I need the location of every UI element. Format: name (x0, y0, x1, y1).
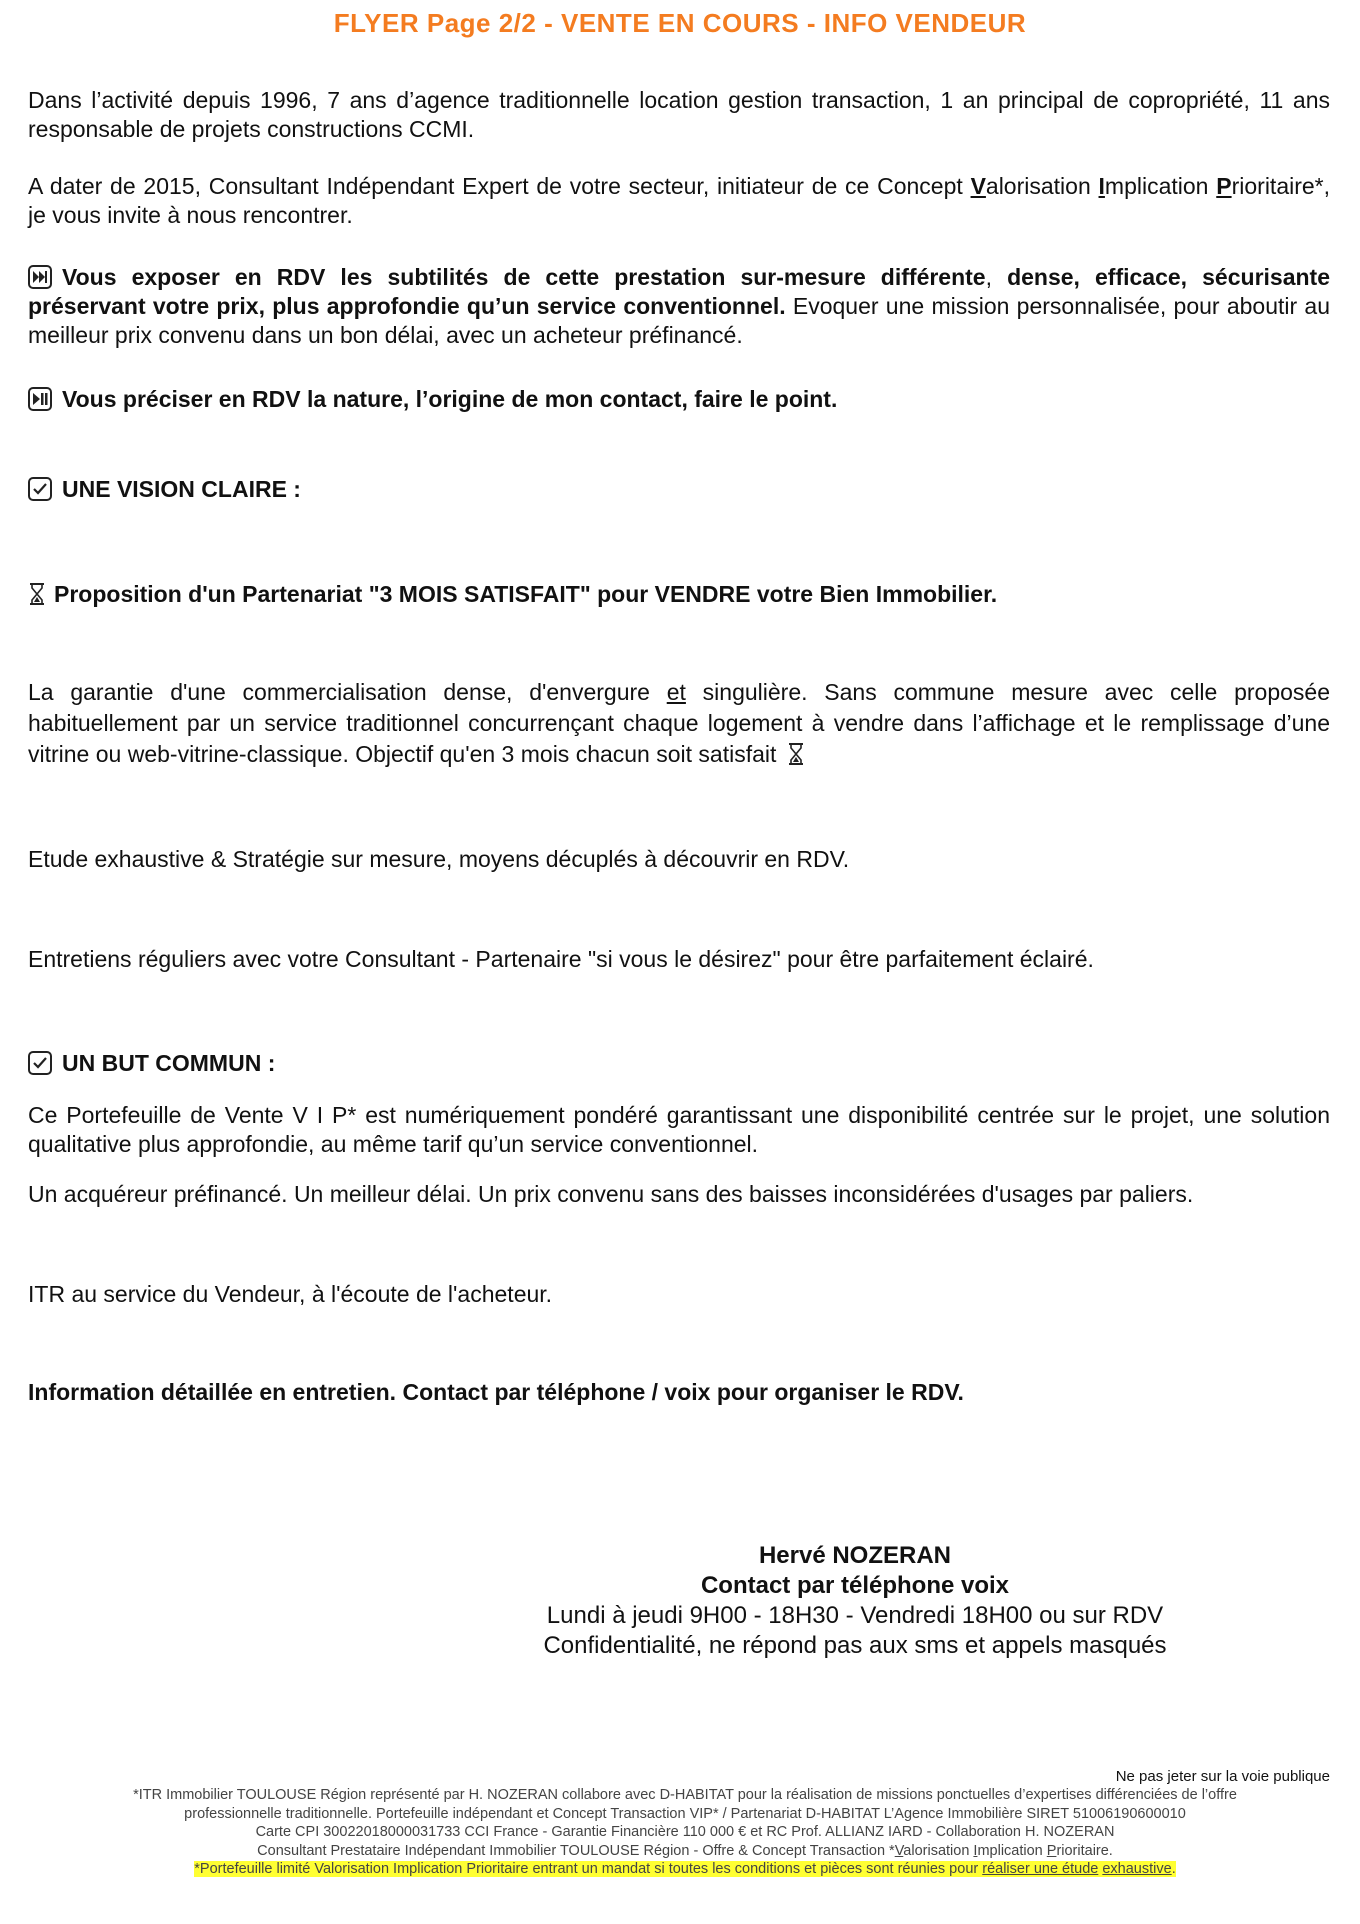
footer-highlight-line: *Portefeuille limité Valorisation Implication Prioritaire entrant un mandat si toutes les conditions et pièces sont réunies pour réaliser une étude exhaustive. (194, 1861, 1176, 1877)
footer-line: professionnelle traditionnelle. Portefeuille indépendant et Concept Transaction VIP* / Partenariat D-HABITAT L’Agence Immobilière SIRET 51006190600010 (184, 1805, 1186, 1822)
garantie-paragraph: La garantie d'une commercialisation dense, d'envergure et singulière. Sans commune mesure avec celle proposée habituellement par un service traditionnel concurrençant chaque logement à vendre dans l’affichage et le remplissage d’une vitrine ou web-vitrine-classique. Objectif qu'en 3 mois chacun soit satisfait (28, 679, 1330, 767)
bullet-exposer: Vous exposer en RDV les subtilités de cette prestation sur-mesure différente, dense, efficace, sécurisante préservant votre prix, plus approfondie qu’un service conventionnel. Evoquer une mission personnalisée, pour aboutir au meilleur prix convenu dans un bon délai, avec un acheteur préfinancé. (28, 264, 1330, 348)
fast-forward-icon (28, 265, 52, 289)
checkbox-checked-icon (28, 477, 52, 501)
entretiens-line: Entretiens réguliers avec votre Consultant - Partenaire "si vous le désirez" pour être parfaitement éclairé. (28, 946, 1094, 972)
info-line: Information détaillée en entretien. Contact par téléphone / voix pour organiser le RDV. (28, 1379, 964, 1405)
signature-block (515, 1541, 1195, 1661)
footer-line: Consultant Prestataire Indépendant Immobilier TOULOUSE Région - Offre & Concept Transaction *Valorisation Implication Prioritaire. (257, 1842, 1113, 1859)
portefeuille-paragraph: Ce Portefeuille de Vente V I P* est numériquement pondéré garantissant une disponibilité centrée sur le projet, une solution qualitative plus approfondie, au même tarif qu’un service conventionnel. (28, 1102, 1330, 1157)
itr-line: ITR au service du Vendeur, à l'écoute de l'acheteur. (28, 1281, 553, 1307)
bullet-preciser: Vous préciser en RDV la nature, l’origine de mon contact, faire le point. (28, 385, 1330, 414)
intro-paragraph-2: A dater de 2015, Consultant Indépendant Expert de votre secteur, initiateur de ce Concept Valorisation Implication Prioritaire*, je vous invite à nous rencontrer. (28, 173, 1331, 228)
signature-name: Hervé NOZERAN (758, 1542, 952, 1569)
etude-line: Etude exhaustive & Stratégie sur mesure, moyens décuplés à découvrir en RDV. (28, 846, 850, 872)
signature-contact: Contact par téléphone voix (700, 1572, 1010, 1599)
checkbox-checked-icon (28, 1051, 52, 1075)
footer-line: *ITR Immobilier TOULOUSE Région représenté par H. NOZERAN collabore avec D-HABITAT pour la réalisation de missions ponctuelles d’expertises différenciées de l’offre (133, 1787, 1237, 1803)
partenariat-line: Proposition d'un Partenariat "3 MOIS SATISFAIT" pour VENDRE votre Bien Immobilier. (28, 580, 1330, 609)
intro-paragraph-1: Dans l’activité depuis 1996, 7 ans d’agence traditionnelle location gestion transaction, 1 an principal de copropriété, 11 ans responsable de projets constructions CCMI. (28, 87, 1330, 142)
footer-note: Ne pas jeter sur la voie publique (1115, 1768, 1330, 1785)
hourglass-icon (28, 582, 46, 606)
play-pause-icon (28, 387, 52, 411)
page-title: FLYER Page 2/2 - VENTE EN COURS - INFO VENDEUR (333, 8, 1027, 38)
acquereur-line: Un acquéreur préfinancé. Un meilleur délai. Un prix convenu sans des baisses inconsidérées d'usages par paliers. (28, 1181, 1194, 1207)
footer-line: Carte CPI 30022018000031733 CCI France - Garantie Financière 110 000 € et RC Prof. ALLIANZ IARD - Collaboration H. NOZERAN (255, 1824, 1115, 1840)
signature-hours: Lundi à jeudi 9H00 - 18H30 - Vendredi 18H00 ou sur RDV (546, 1602, 1164, 1629)
signature-confidential: Confidentialité, ne répond pas aux sms et appels masqués (543, 1632, 1167, 1659)
but-heading: UN BUT COMMUN : (28, 1049, 1330, 1078)
hourglass-icon (787, 742, 805, 766)
vision-heading: UNE VISION CLAIRE : (28, 475, 1330, 504)
footer-legal (40, 1786, 1330, 1879)
